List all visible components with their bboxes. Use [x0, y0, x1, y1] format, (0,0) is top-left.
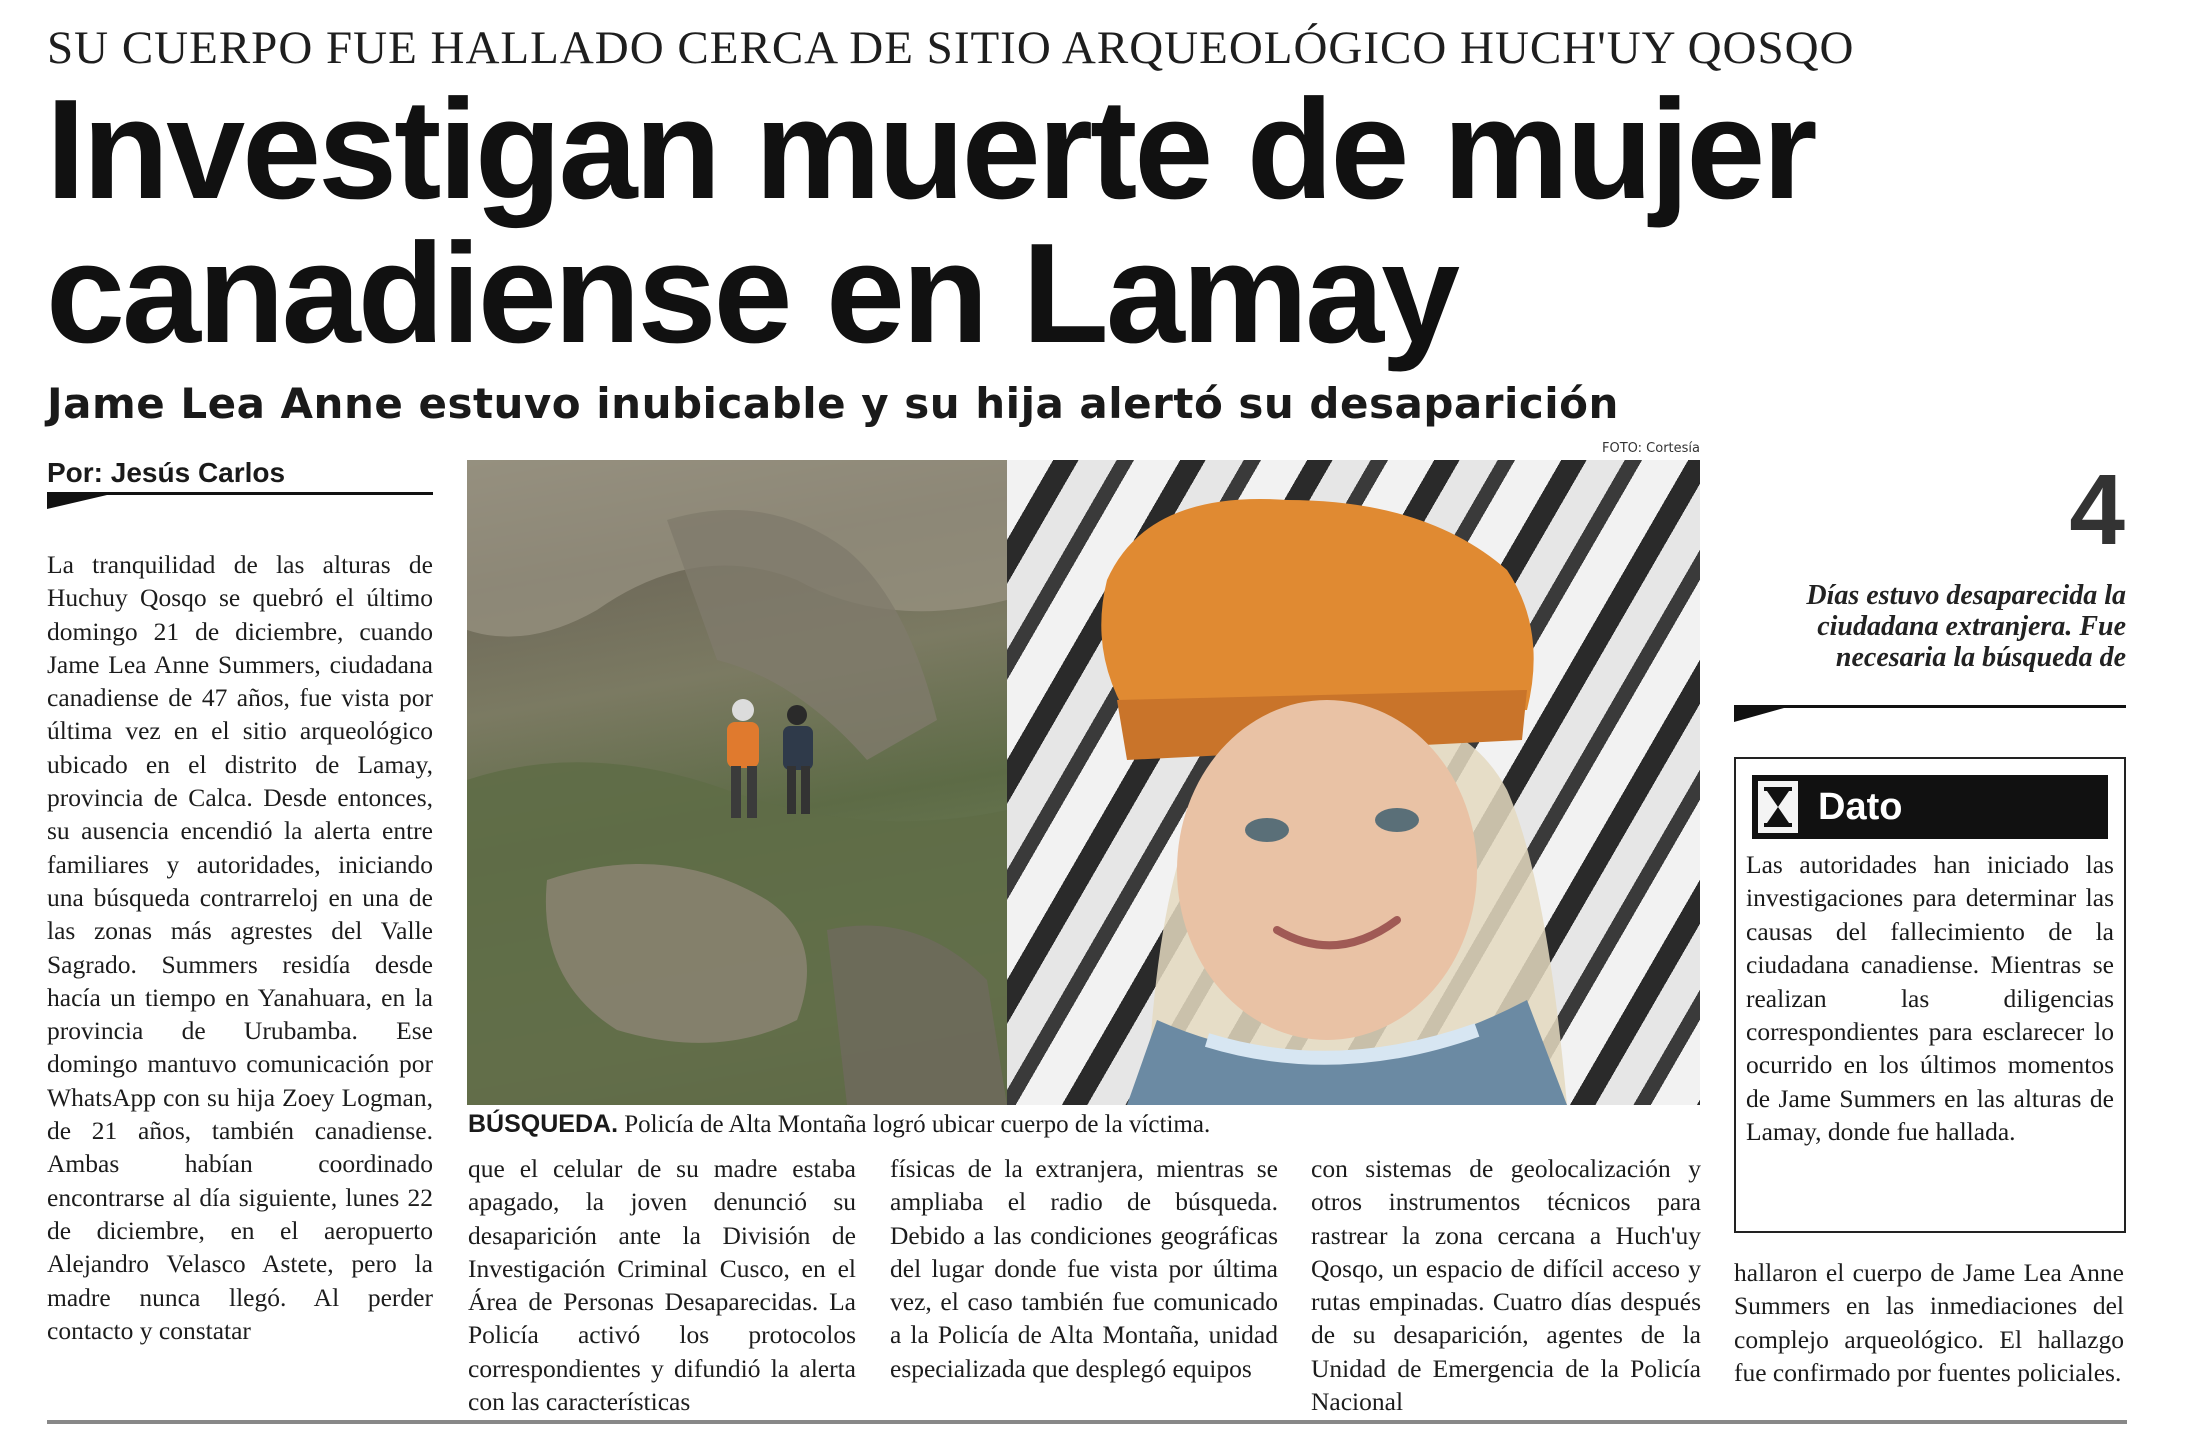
subheadline: Jame Lea Anne estuvo inubicable y su hija alertó su desaparición	[47, 379, 1619, 428]
body-column-3: físicas de la extranjera, mientras se ampliaba el radio de búsqueda. Debido a las condiciones geográficas del lugar donde fue vista por última vez, el caso también fue comunicado a la Policía de Alta Montaña, unidad especializada que desplegó equipos	[890, 1154, 1278, 1383]
stat-number: 4	[2069, 454, 2125, 566]
search-team-illustration	[467, 460, 1007, 1105]
dato-icon-frame	[1758, 781, 1798, 833]
caption-label: BÚSQUEDA.	[468, 1110, 619, 1138]
headline: Investigan muerte de mujer canadiense en Lamay	[46, 70, 1815, 373]
stat-rule	[1734, 705, 2126, 708]
body-column-5: hallaron el cuerpo de Jame Lea Anne Summers en las inmediaciones del complejo arqueológico. El hallazgo fue confirmado por fuentes policiales.	[1734, 1258, 2124, 1387]
dato-title: Dato	[1818, 786, 1903, 828]
photo-credit: FOTO: Cortesía	[1602, 441, 1700, 456]
portrait-illustration	[1007, 460, 1700, 1105]
dato-header	[1752, 775, 2108, 839]
body-column-4: con sistemas de geolocalización y otros instrumentos técnicos para rastrear la zona cercana a Huch'uy Qosqo, un espacio de difícil acceso y rutas empinadas. Cuatro días después de su desaparición, agentes de la Unidad de Emergencia de la Policía Nacional	[1311, 1154, 1701, 1417]
body-column-2: que el celular de su madre estaba apagado, la joven denunció su desaparición ante la División de Investigación Criminal Cusco, en el Área de Personas Desaparecidas. La Policía activó los protocolos correspondientes y difundió la alerta con las características	[468, 1154, 856, 1417]
byline-rule-accent	[47, 495, 107, 509]
victim-portrait-photo	[1007, 460, 1700, 1105]
bottom-rule	[47, 1420, 2127, 1424]
search-team-photo	[467, 460, 1007, 1105]
kicker: SU CUERPO FUE HALLADO CERCA DE SITIO ARQUEOLÓGICO HUCH'UY QOSQO	[47, 22, 1855, 74]
dato-text: Las autoridades han iniciado las investigaciones para determinar las causas del fallecimiento de la ciudadana canadiense. Mientras se realizan las diligencias correspondientes para esclarecer lo ocurrido en los últimos momentos de Jame Summers en las alturas de Lamay, donde fue hallada.	[1746, 850, 2114, 1147]
photo-caption	[468, 1108, 1700, 1141]
body-column-1: La tranquilidad de las alturas de Huchuy Qosqo se quebró el último domingo 21 de diciembre, cuando Jame Lea Anne Summers, ciudadana canadiense de 47 años, fue vista por última vez en el sitio arqueológico ubicado en el distrito de Lamay, provincia de Calca. Desde entonces, su ausencia encendió la alerta entre familiares y autoridades, iniciando una búsqueda contrarreloj en una de las zonas más agrestes del Valle Sagrado. Summers residía desde hacía un tiempo en Yanahuara, en la provincia de Urubamba. Ese domingo mantuvo comunicación por WhatsApp con su hija Zoey Logman, de 21 años, también canadiense. Ambas habían coordinado encontrarse al día siguiente, lunes 22 de diciembre, en el aeropuerto Alejandro Velasco Astete, pero la madre nunca llegó. Al perder contacto y constatar	[47, 550, 433, 1345]
hourglass-icon	[1758, 781, 1798, 833]
caption-text: Policía de Alta Montaña logró ubicar cuerpo de la víctima.	[618, 1111, 1211, 1138]
stat-rule-accent	[1734, 708, 1784, 722]
stat-description: Días estuvo desaparecida la ciudadana extranjera. Fue necesaria la búsqueda de	[1806, 580, 2126, 673]
rescuer-2	[783, 705, 813, 814]
byline: Por: Jesús Carlos	[47, 457, 286, 488]
